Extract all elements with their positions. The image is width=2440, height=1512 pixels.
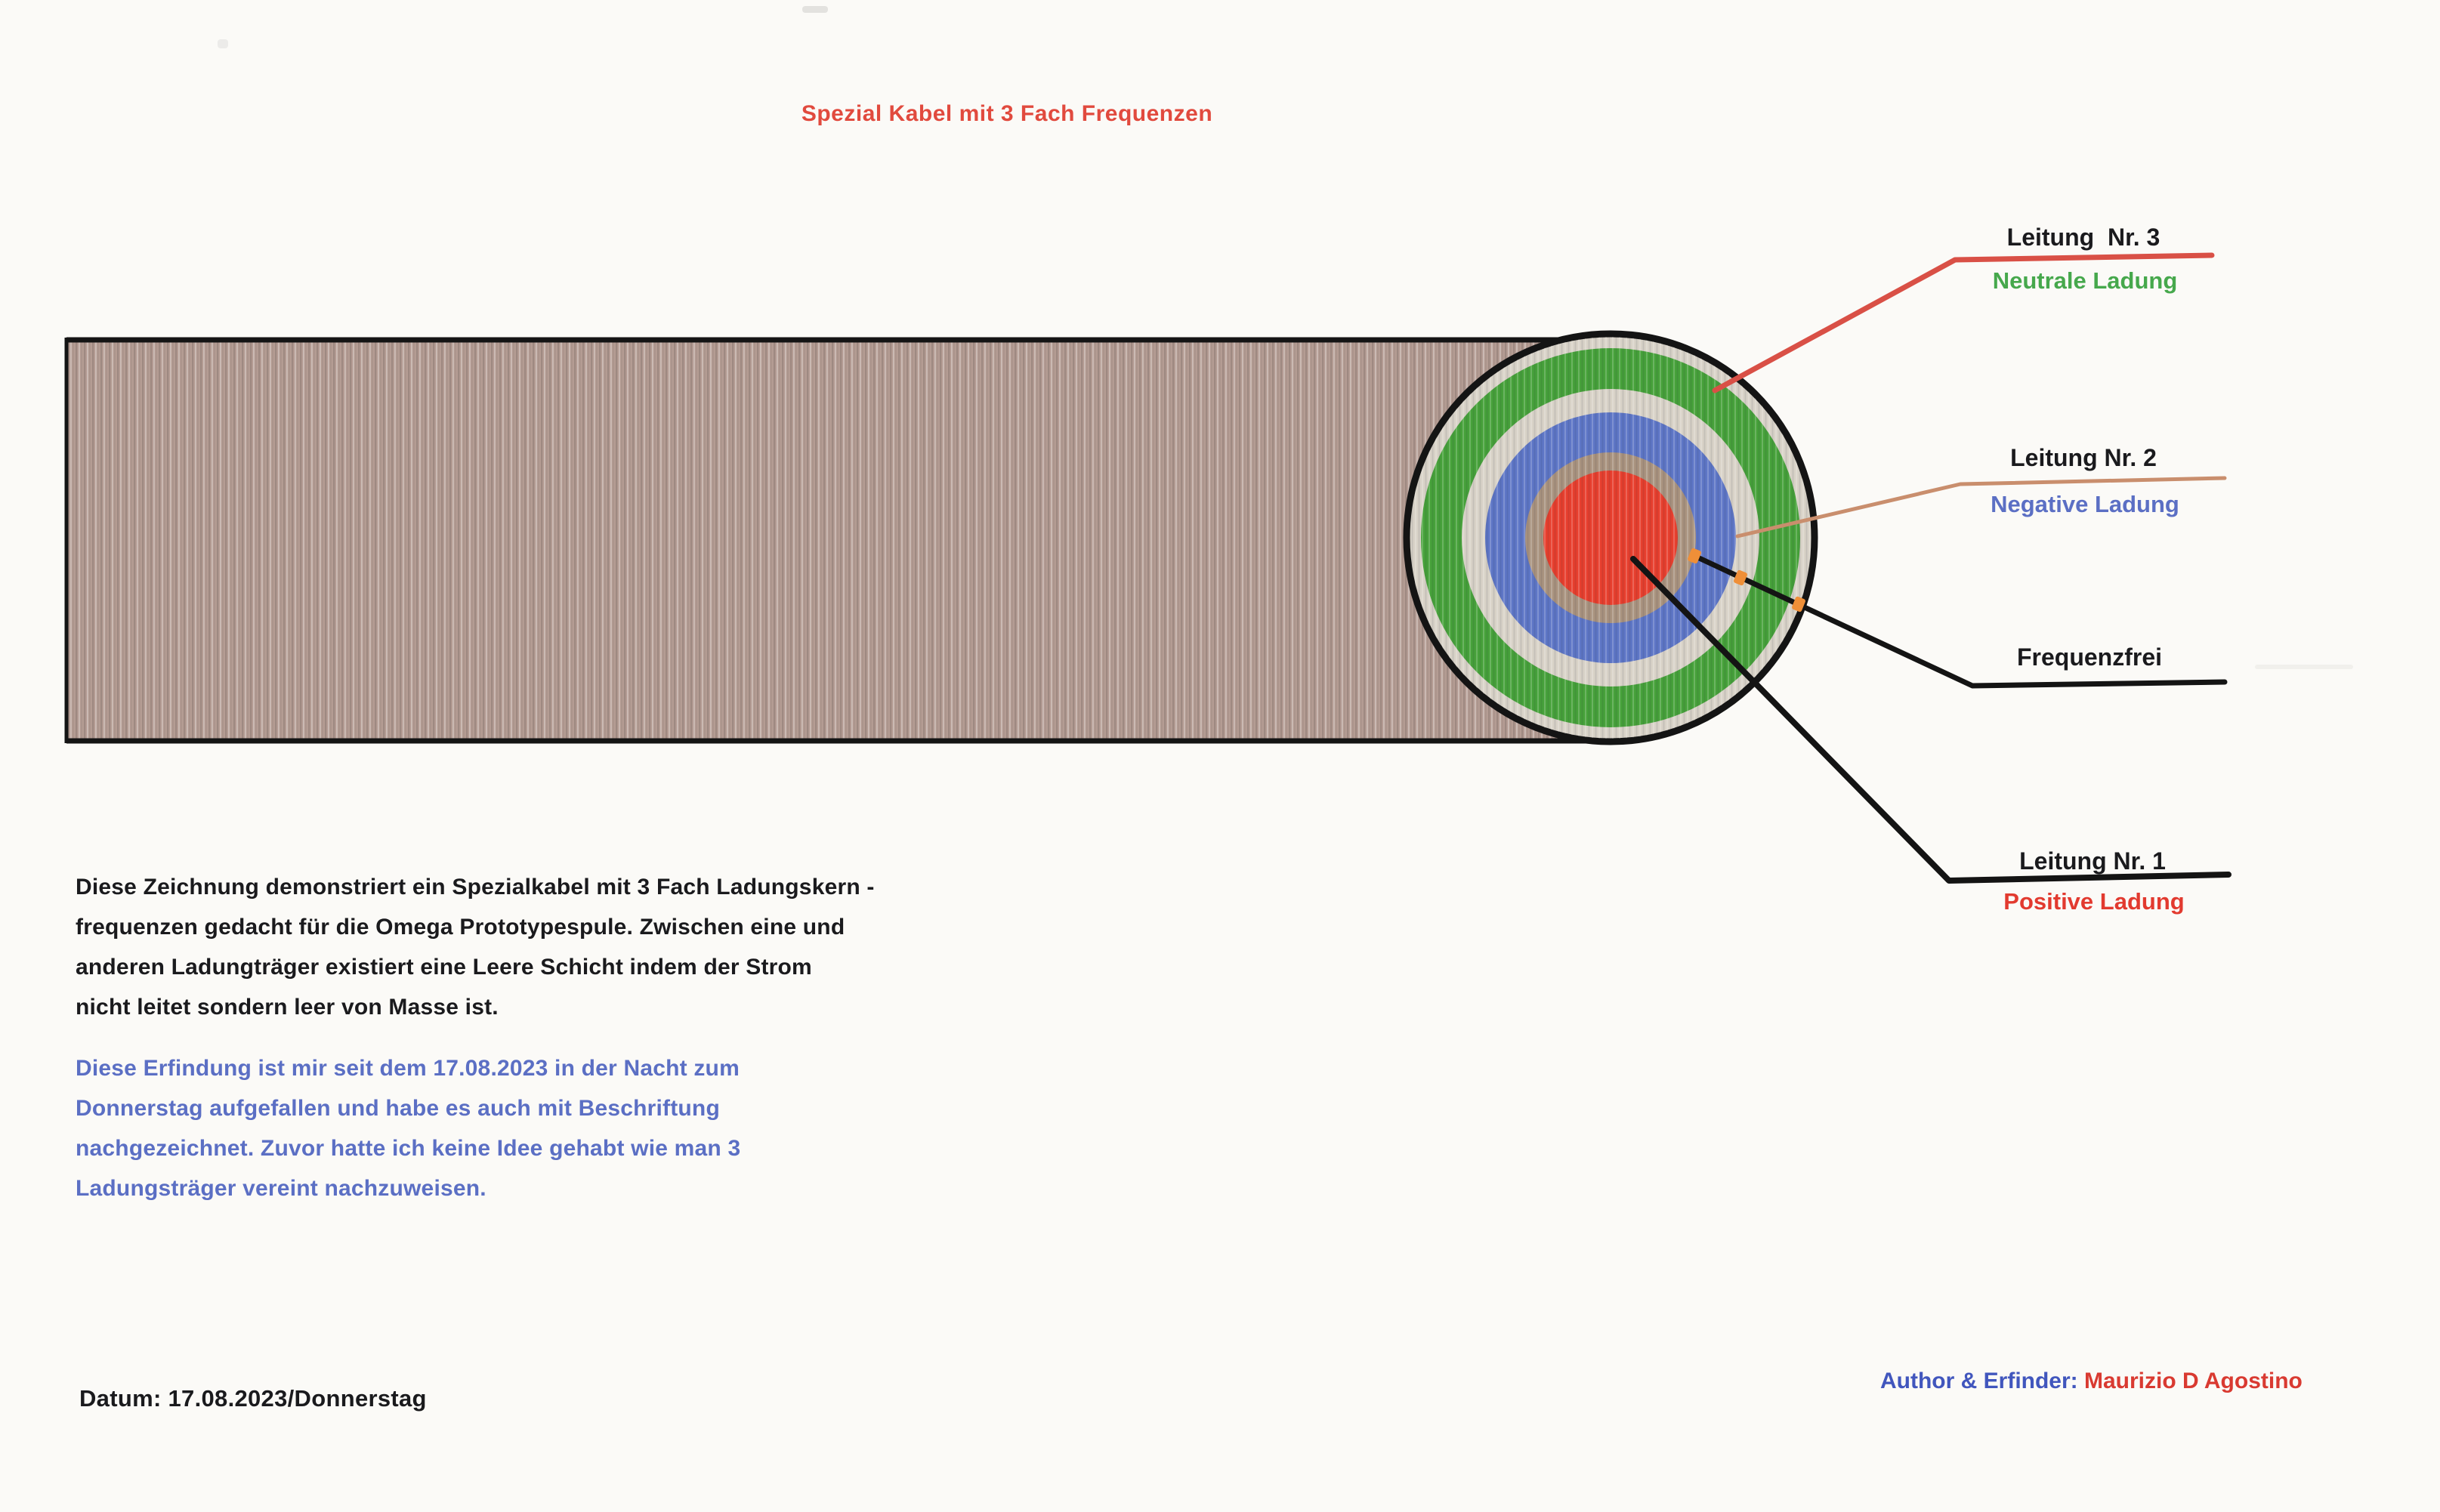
description-line: frequenzen gedacht für die Omega Prototypespule. Zwischen eine und [76, 915, 845, 940]
author-name: Maurizio D Agostino [2084, 1369, 2303, 1393]
cable-band [66, 338, 1611, 743]
author-label: Author & Erfinder: [1880, 1369, 2084, 1393]
invention-note-line: Diese Erfindung ist mir seit dem 17.08.2023 in der Nacht zum [76, 1056, 740, 1081]
scan-artifact [2255, 665, 2353, 669]
callout-leitung-1 [1926, 847, 2259, 875]
callout-leitung-1-subtitle [1928, 888, 2260, 915]
page-title: Spezial Kabel mit 3 Fach Frequenzen [801, 101, 1213, 126]
description-line: anderen Ladungträger existiert eine Leere Schicht indem der Strom [76, 955, 812, 980]
callout-frequenzfrei-title: Frequenzfrei [2016, 643, 2163, 671]
negative-ladung-label: Negative Ladung [1991, 491, 2179, 517]
invention-note-line: Donnerstag aufgefallen und habe es auch mit Beschriftung [76, 1096, 720, 1121]
positive-ladung-label: Positive Ladung [2003, 888, 2185, 915]
callout-leitung-3 [1917, 224, 2250, 251]
cable-band-texture [66, 340, 1611, 741]
scan-artifact [218, 39, 228, 48]
callout-leitung-1-title: Leitung Nr. 1 [2019, 847, 2166, 875]
callout-leitung-3-title: Leitung Nr. 3 [2006, 224, 2160, 251]
callout-leitung-2-title: Leitung Nr. 2 [2010, 444, 2157, 471]
callout-leitung-3-subtitle [1919, 267, 2251, 295]
neutrale-ladung-label: Neutrale Ladung [1992, 267, 2178, 294]
callout-frequenzfrei [1923, 643, 2256, 671]
date-label: Datum: 17.08.2023/Donnerstag [79, 1385, 427, 1412]
description-line: Diese Zeichnung demonstriert ein Spezialkabel mit 3 Fach Ladungskern - [76, 875, 875, 899]
invention-note-paragraph [76, 1048, 740, 1208]
callout-leitung-2-subtitle [1919, 491, 2251, 518]
callout-leitung-2 [1917, 444, 2250, 472]
invention-note-line: Ladungsträger vereint nachzuweisen. [76, 1176, 486, 1201]
author-line [1880, 1369, 2303, 1394]
description-paragraph [76, 867, 875, 1027]
description-line: nicht leitet sondern leer von Masse ist. [76, 995, 499, 1020]
invention-note-line: nachgezeichnet. Zuvor hatte ich keine Idee gehabt wie man 3 [76, 1136, 741, 1161]
scan-artifact [802, 6, 828, 13]
